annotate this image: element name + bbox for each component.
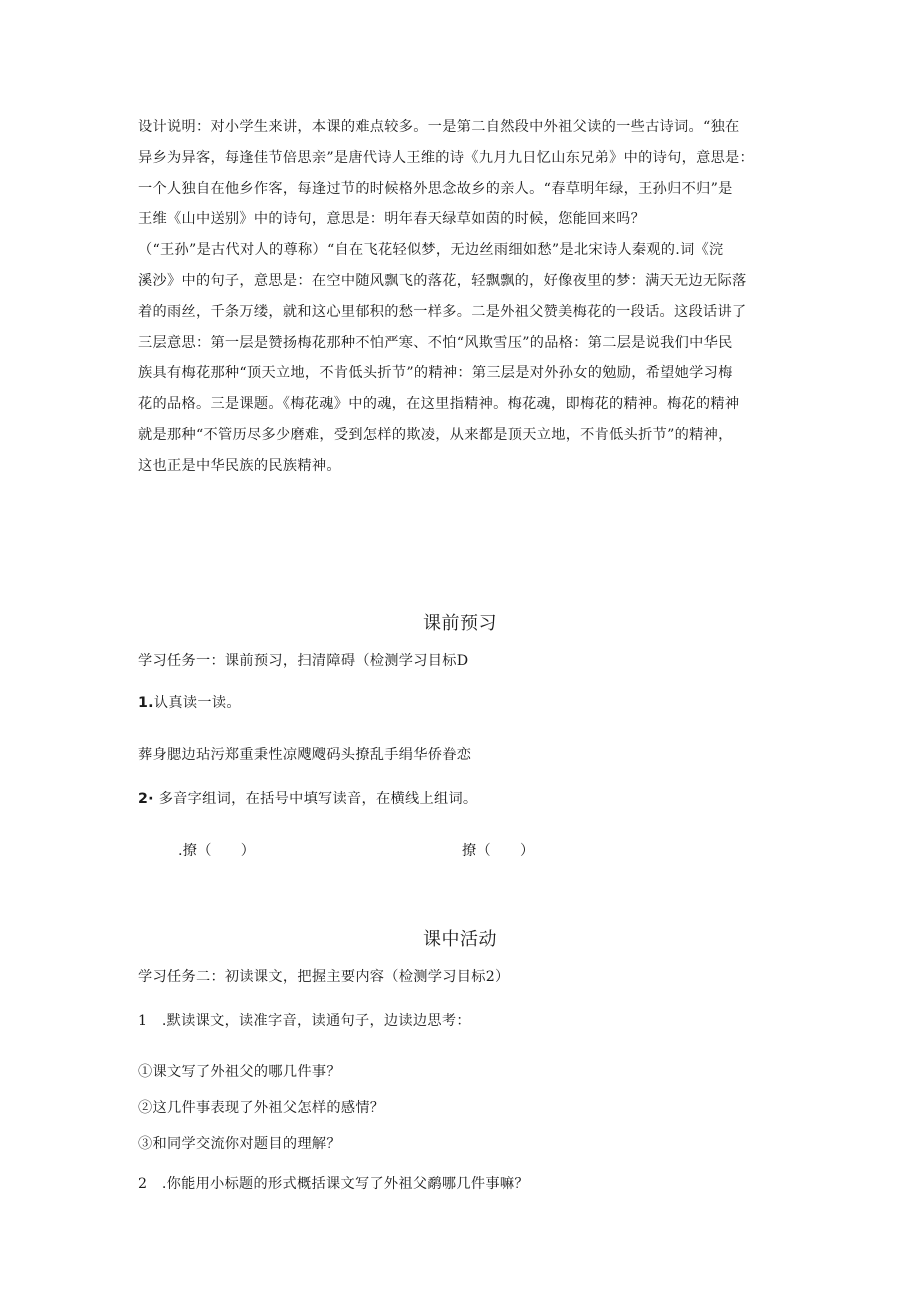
design-note-line: 花的品格。三是课题。《梅花魂》中的魂，在这里指精神。梅花魂，即梅花的精神。梅花的精神	[138, 396, 740, 413]
word-list: 葬身腮边玷污郑重秉性凉飕飕码头撩乱手绢华侨眷恋	[138, 747, 472, 763]
polyphone-blank-left[interactable]: .撩（ ）	[178, 843, 256, 859]
design-note-line: 着的雨丝，千条万缕，就和这心里郁积的愁一样多。二是外祖父赞美梅花的一段话。这段话讲了	[138, 303, 747, 320]
question-3: ③和同学交流你对题目的理解？	[138, 1136, 341, 1152]
design-note-line: 一个人独自在他乡作客，每逢过节的时候格外思念故乡的亲人。“春草明年绿，王孙归不归”是	[138, 180, 733, 197]
item-text: 认真读一读。	[153, 695, 241, 711]
task-one-title: 学习任务一：课前预习，扫清障碍（检测学习目标D	[138, 653, 469, 669]
preview-item-2	[138, 788, 477, 810]
design-note-paragraph	[138, 112, 800, 482]
design-note-line: 就是那种“不管历尽多少磨难，受到怎样的欺凌，从来都是顶天立地，不肯低头折节”的精神，	[138, 426, 733, 443]
design-note-line: 设计说明：对小学生来讲，本课的难点较多。一是第二自然段中外祖父读的一些古诗词。“独在	[138, 119, 740, 135]
design-note-line: （“王孙”是古代对人的尊称）“自在飞花轻似梦，无边丝雨细如愁”是北宋诗人秦观的.词《浣	[138, 242, 724, 259]
item-number: 2·	[138, 791, 154, 807]
design-note-line: 王维《山中送别》中的诗句，意思是：明年春天绿草如茵的时候，您能回来吗？	[138, 211, 646, 228]
polyphone-blank-right[interactable]: 撩（ ）	[462, 843, 535, 859]
design-note-line: 这也正是中华民族的民族精神。	[138, 457, 341, 474]
design-note-line: 三层意思：第一层是赞扬梅花那种不怕严寒、不怕“风欺雪压”的品格：第二层是说我们中华民	[138, 334, 733, 351]
question-1: ①课文写了外祖父的哪几件事？	[138, 1064, 341, 1080]
section-heading-activity: 课中活动	[423, 929, 497, 950]
activity-item-2: 2 .你能用小标题的形式概括课文写了外祖父鹬哪几件事嘛？	[138, 1176, 529, 1192]
preview-item-1	[138, 692, 241, 714]
design-note-line: 溪沙》中的句子，意思是：在空中随风飘飞的落花，轻飘飘的，好像夜里的梦：满天无边无际落	[138, 272, 747, 289]
item-number: 1.	[138, 695, 154, 711]
task-two-title: 学习任务二：初读课文，把握主要内容（检测学习目标2）	[138, 969, 510, 985]
item-text: 多音字组词，在括号中填写读音，在横线上组词。	[158, 791, 478, 807]
design-note-line: 异乡为异客，每逢佳节倍思亲”是唐代诗人王维的诗《九月九日忆山东兄弟》中的诗句，意思是：	[138, 149, 755, 166]
question-2: ②这几件事表现了外祖父怎样的感情？	[138, 1100, 385, 1116]
section-heading-preview: 课前预习	[423, 613, 497, 634]
activity-item-1: 1 .默读课文，读准字音，读通句子，边读边思考：	[138, 1013, 471, 1029]
design-note-line: 族具有梅花那种“顶天立地，不肯低头折节”的精神：第三层是对外孙女的勉励，希望她学习梅	[138, 365, 733, 382]
